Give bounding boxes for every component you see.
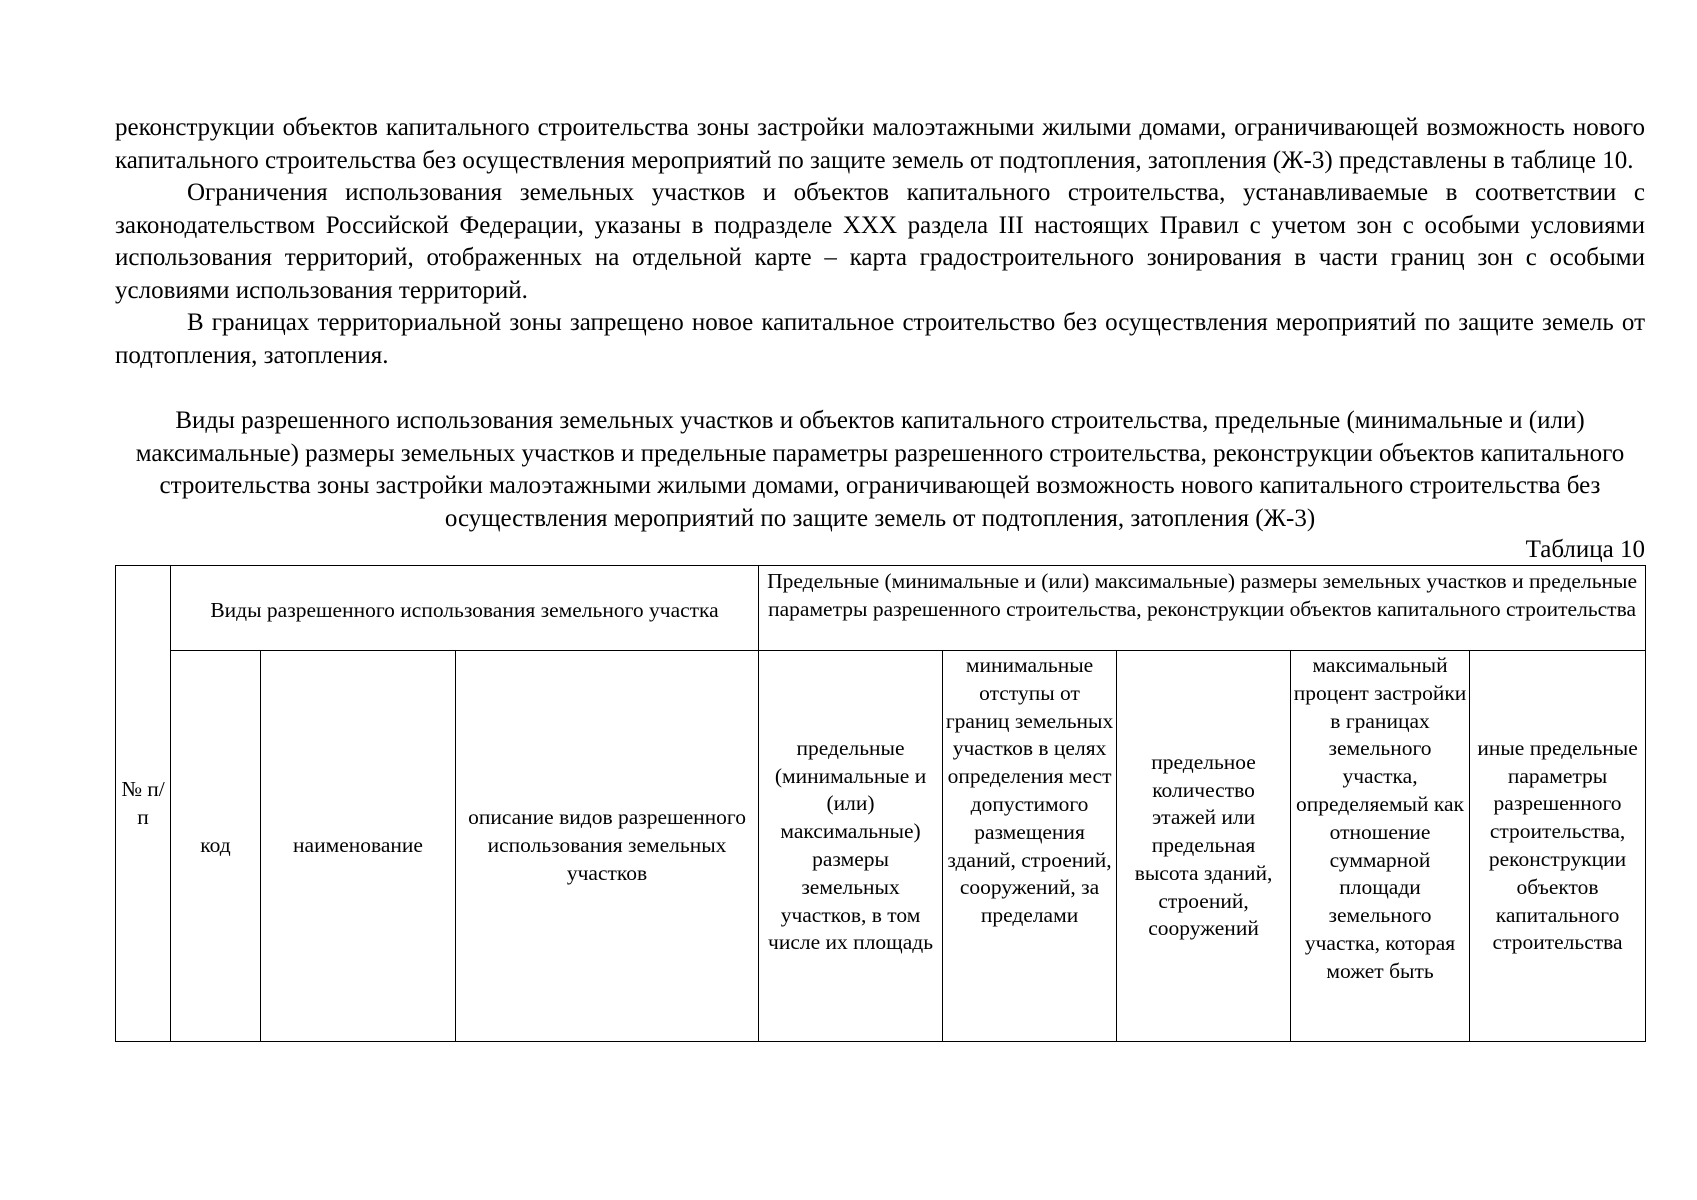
header-plot-size-wrap xyxy=(761,652,940,1040)
header-cell-code xyxy=(171,651,261,1042)
table-caption: Виды разрешенного использования земельных участков и объектов капитального строительства, предельные (минимальные и (или) максимальные) размеры земельных участков и предельные параметры разрешенного строительства, реконструкции объектов капитального строительства зоны застройки малоэтажными жилыми домами, ограничивающей возможность нового капитального строительства без осуществления мероприятий по защите земель от подтопления, затопления (Ж-3) xyxy=(135,407,1625,532)
header-setback-wrap xyxy=(945,652,1114,1040)
header-other-params-label: иные предельные параметры разрешенного строительства, реконструкции объектов капитального строительства xyxy=(1477,735,1638,955)
header-cell-other-params xyxy=(1470,651,1646,1042)
header-permitted-use-group-label: Виды разрешенного использования земельного участка xyxy=(210,598,719,623)
header-built-percent-label: максимальный процент застройки в границах земельного участка, определяемый как отношение суммарной площади земельного участка, которая может быть xyxy=(1293,653,1467,983)
header-cell-floors xyxy=(1117,651,1291,1042)
header-limits-group-label: Предельные (минимальные и (или) максимальные) размеры земельных участков и предельные параметры разрешенного строительства, реконструкции объектов капитального строительства xyxy=(767,569,1637,621)
header-cell-built-percent xyxy=(1291,651,1470,1042)
header-built-percent-wrap xyxy=(1293,652,1467,1040)
document-page xyxy=(115,112,1645,1042)
header-cell-permitted-use-group xyxy=(171,566,759,651)
permitted-use-table xyxy=(115,565,1646,1042)
header-cell-plot-size xyxy=(759,651,943,1042)
header-cell-name xyxy=(261,651,456,1042)
header-plot-size-label: предельные (минимальные и (или) максимальные) размеры земельных участков, в том числе их площадь xyxy=(768,735,934,955)
paragraph-2: Ограничения использования земельных участков и объектов капитального строительства, устанавливаемые в соответствии с законодательством Российской Федерации, указаны в подразделе XXX раздела III настоящих Правил с учетом зон с особыми условиями использования территорий, отображенных на отдельной карте – карта градостроительного зонирования в части границ зон с особыми условиями использования территорий. xyxy=(115,179,1645,304)
header-name-label: наименование xyxy=(293,833,423,858)
table-header-row-2 xyxy=(116,651,1646,1042)
header-description-label: описание видов разрешенного использования земельных участков xyxy=(468,805,746,885)
paragraph-1: реконструкции объектов капитального строительства зоны застройки малоэтажными жилыми домами, ограничивающей возможность нового капитального строительства без осуществления мероприятий по защите земель от подтопления, затопления (Ж-3) представлены в таблице 10. xyxy=(115,114,1645,174)
header-number-label: № п/п xyxy=(121,776,165,829)
header-floors-wrap xyxy=(1119,652,1288,1040)
header-cell-description xyxy=(456,651,759,1042)
table-header-row-1 xyxy=(116,566,1646,651)
header-cell-number xyxy=(116,566,171,1042)
header-cell-limits-group xyxy=(759,566,1646,651)
header-setback-label: минимальные отступы от границ земельных участков в целях определения мест допустимого размещения зданий, строений, сооружений, за пределами xyxy=(945,653,1114,928)
paragraph-3: В границах территориальной зоны запрещено новое капитальное строительство без осуществления мероприятий по защите земель от подтопления, затопления. xyxy=(115,309,1645,369)
header-other-params-wrap xyxy=(1472,652,1643,1040)
header-cell-setback xyxy=(943,651,1117,1042)
header-code-label: код xyxy=(200,833,231,858)
table-number-label: Таблица 10 xyxy=(1525,536,1645,563)
header-floors-label: предельное количество этажей или предельная высота зданий, строений, сооружений xyxy=(1134,749,1273,941)
